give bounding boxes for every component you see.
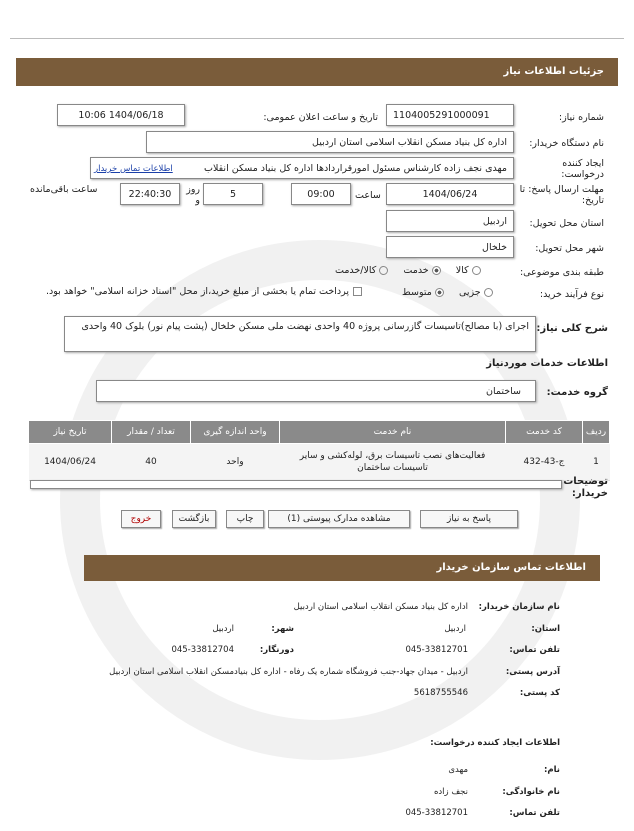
deadline-date-field: 1404/06/24 <box>386 183 514 205</box>
cell-name: فعالیت‌های نصب تاسیسات برق، لوله‌کشی و سایر تاسیسات ساختمان <box>280 444 506 481</box>
buyer-notes-field <box>30 480 562 489</box>
creator-name: مهدی <box>448 765 468 775</box>
need-number-label: شماره نیاز: <box>558 112 604 123</box>
creator-name-label: نام: <box>543 765 560 775</box>
contact-province-label: استان: <box>531 624 560 634</box>
col-date: تاریخ نیاز <box>29 421 112 444</box>
province-field: اردبیل <box>386 210 514 232</box>
service-group-label: گروه خدمت: <box>546 387 608 398</box>
cell-unit: واحد <box>191 444 280 481</box>
contact-title: اطلاعات تماس سازمان خریدار <box>436 562 586 573</box>
days-label: روز و <box>186 184 200 206</box>
col-name: نام خدمت <box>280 421 506 444</box>
cell-qty: 40 <box>112 444 191 481</box>
back-button[interactable]: بازگشت <box>172 510 216 528</box>
contact-org-label: نام سازمان خریدار: <box>478 602 560 612</box>
radio-service[interactable]: خدمت <box>403 265 443 276</box>
buyer-org-field: اداره کل بنیاد مسکن انقلاب اسلامی استان اردبیل <box>146 131 514 153</box>
buyer-notes-label: توضیحات خریدار: <box>563 476 608 499</box>
creator-value: مهدی نجف زاده کارشناس مسئول امورقراردادها اداره کل بنیاد مسکن انقلاب <box>204 163 507 174</box>
details-panel-header <box>16 58 618 86</box>
contact-address: اردبیل - میدان جهاد-جنب فروشگاه شماره یک رفاه - اداره کل بنیادمسکن انقلاب اسلامی استان اردبیل <box>109 667 468 677</box>
need-number-field: 1104005291000091 <box>386 104 514 126</box>
summary-label: شرح کلی نیاز: <box>536 323 608 334</box>
city-label: شهر محل تحویل: <box>535 243 604 254</box>
payment-note: پرداخت تمام یا بخشی از مبلغ خرید،از محل "اسناد خزانه اسلامی" خواهد بود. <box>46 286 362 297</box>
remaining-label: ساعت باقی‌مانده <box>30 184 98 195</box>
exit-button[interactable]: خروج <box>121 510 161 528</box>
panel-title: جزئیات اطلاعات نیاز <box>503 66 604 77</box>
contact-org: اداره کل بنیاد مسکن انقلاب اسلامی استان اردبیل <box>293 602 468 612</box>
category-radio-group <box>335 265 484 276</box>
days-field: 5 <box>203 183 263 205</box>
col-unit: واحد اندازه گیری <box>191 421 280 444</box>
radio-goods-service[interactable]: کالا/خدمت <box>335 265 391 276</box>
col-code: کد خدمت <box>506 421 583 444</box>
radio-goods[interactable]: کالا <box>456 265 484 276</box>
payment-checkbox[interactable] <box>353 287 362 296</box>
service-group-field <box>96 380 536 402</box>
process-radio-group <box>402 287 496 298</box>
buyer-contact-link[interactable]: اطلاعات تماس خریدار <box>94 164 173 174</box>
attachments-button[interactable]: مشاهده مدارک پیوستی (1) <box>268 510 410 528</box>
contact-phone: 045-33812701 <box>405 645 468 655</box>
cell-row: 1 <box>583 444 610 481</box>
contact-city-label: شهر: <box>271 624 294 634</box>
print-button[interactable]: چاپ <box>226 510 264 528</box>
deadline-time-field: 09:00 <box>291 183 351 205</box>
summary-field: اجرای (با مصالح)تاسیسات گازرسانی پروژه 40 واحدی نهضت ملی مسکن خلخال (پشت پیام نور) بلوک 40 واحدی <box>64 316 536 352</box>
contact-fax-label: دورنگار: <box>259 645 294 655</box>
cell-code: ج-43-432 <box>506 444 583 481</box>
top-divider <box>10 38 624 39</box>
contact-fax: 045-33812704 <box>171 645 234 655</box>
time-label: ساعت <box>355 190 381 201</box>
creator-family-label: نام خانوادگی: <box>502 787 560 797</box>
process-label: نوع فرآیند خرید: <box>539 289 604 300</box>
deadline-label: مهلت ارسال پاسخ: تا تاریخ: <box>519 184 604 206</box>
announce-label: تاریخ و ساعت اعلان عمومی: <box>263 112 378 123</box>
category-label: طبقه بندی موضوعی: <box>519 267 604 278</box>
contact-postal: 5618755546 <box>413 688 468 698</box>
city-field: خلخال <box>386 236 514 258</box>
items-table <box>28 420 610 481</box>
col-qty: تعداد / مقدار <box>112 421 191 444</box>
radio-minor[interactable]: جزیی <box>459 287 496 298</box>
buyer-org-label: نام دستگاه خریدار: <box>529 138 604 149</box>
contact-address-label: آدرس پستی: <box>505 667 560 677</box>
reply-button[interactable]: پاسخ به نیاز <box>420 510 518 528</box>
service-group-value: ساختمان <box>486 386 521 397</box>
col-row: ردیف <box>583 421 610 444</box>
contact-city: اردبیل <box>212 624 234 634</box>
province-label: استان محل تحویل: <box>529 218 604 229</box>
creator-phone: 045-33812701 <box>405 808 468 818</box>
contact-province: اردبیل <box>444 624 466 634</box>
creator-family: نجف زاده <box>433 787 468 797</box>
creator-phone-label: تلفن تماس: <box>509 808 560 818</box>
contact-phone-label: تلفن تماس: <box>509 645 560 655</box>
cell-date: 1404/06/24 <box>29 444 112 481</box>
announce-field: 1404/06/18 10:06 <box>57 104 185 126</box>
creator-label: ایجاد کننده درخواست: <box>561 158 604 180</box>
creator-info-heading: اطلاعات ایجاد کننده درخواست: <box>430 738 560 748</box>
services-heading: اطلاعات خدمات موردنیاز <box>486 358 608 369</box>
radio-medium[interactable]: متوسط <box>402 287 447 298</box>
contact-panel-header <box>84 555 600 581</box>
remaining-field: 22:40:30 <box>120 183 180 205</box>
contact-postal-label: کد پستی: <box>519 688 560 698</box>
table-row <box>29 444 610 481</box>
